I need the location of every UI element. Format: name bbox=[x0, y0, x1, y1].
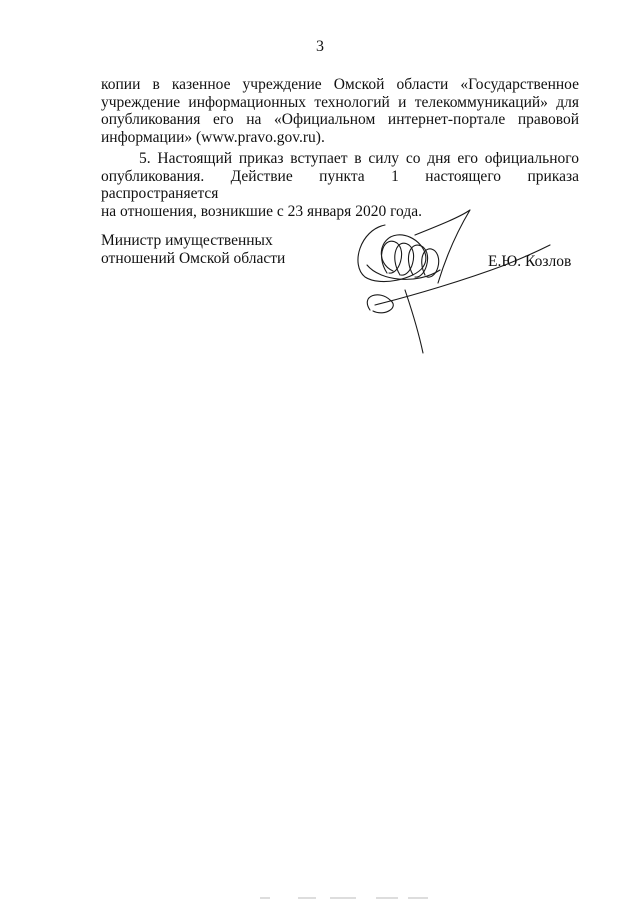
paragraph-line: опубликования его на «Официальном интернет-портале правовой bbox=[101, 111, 579, 128]
handwritten-signature bbox=[345, 195, 560, 360]
paragraph-line: опубликования. Действие пункта 1 настоящего приказа распространяется bbox=[101, 167, 579, 202]
signer-name: Е.Ю. Козлов bbox=[488, 253, 572, 270]
page-number: 3 bbox=[316, 38, 324, 55]
position-line: отношений Омской области bbox=[101, 249, 286, 267]
position-line: Министр имущественных bbox=[101, 232, 273, 249]
paragraph-line: на отношения, возникшие с 23 января 2020 года. bbox=[101, 202, 422, 220]
paragraph-line: учреждение информационных технологий и телекоммуникаций» для bbox=[101, 93, 579, 111]
scan-artifact bbox=[258, 894, 458, 902]
paragraph-line: информации» (www.pravo.gov.ru). bbox=[101, 128, 325, 146]
paragraph-publication bbox=[101, 76, 579, 146]
signatory-position bbox=[101, 232, 285, 267]
paragraph-line: 5. Настоящий приказ вступает в силу со дня его официального bbox=[139, 150, 579, 167]
paragraph-line: копии в казенное учреждение Омской области «Государственное bbox=[101, 76, 579, 93]
